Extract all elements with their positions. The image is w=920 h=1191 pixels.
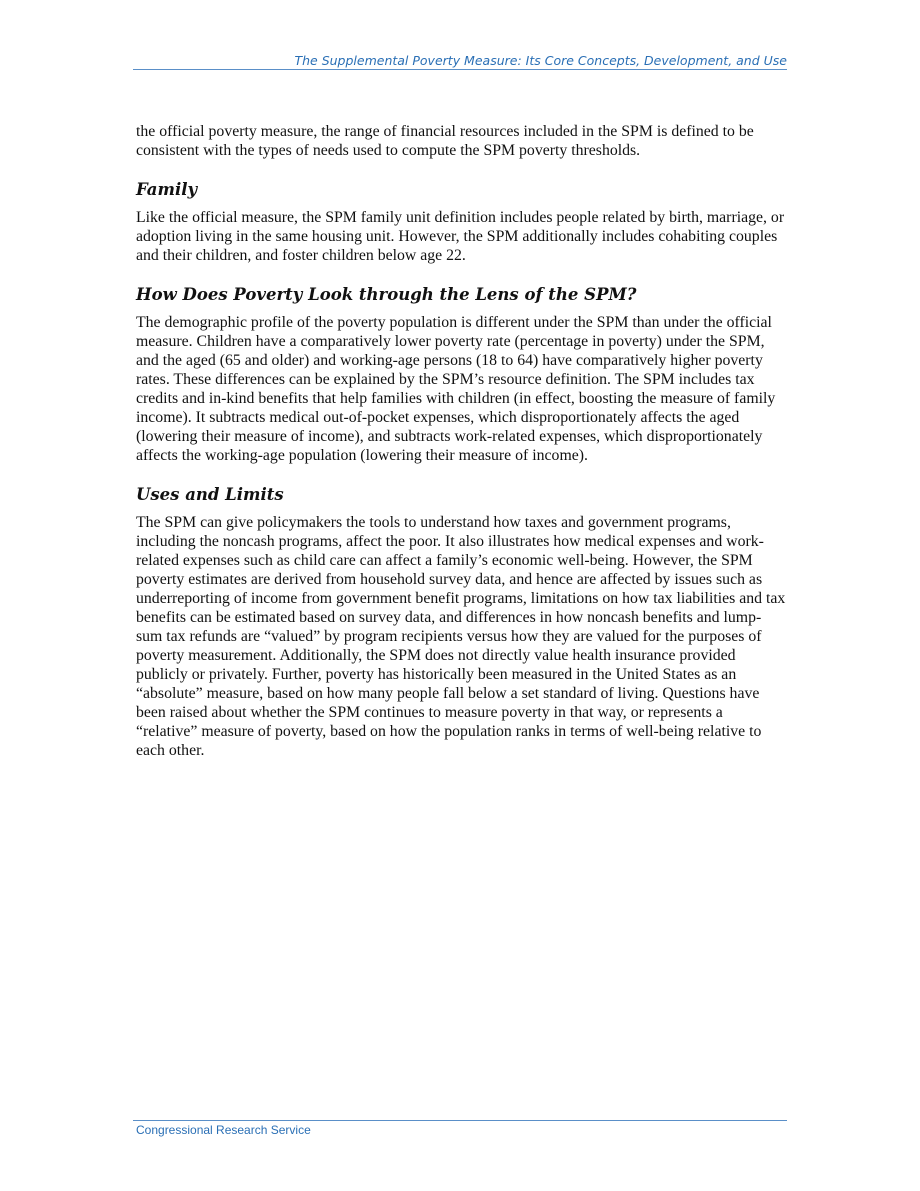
section-heading-family: Family — [136, 180, 198, 199]
intro-paragraph: the official poverty measure, the range of financial resources included in the SPM is defined to be consistent with the types of needs used to compute the SPM poverty thresholds. — [136, 123, 754, 159]
section-heading-uses-limits: Uses and Limits — [136, 485, 284, 504]
running-header-title: The Supplemental Poverty Measure: Its Core Concepts, Development, and Use — [294, 53, 787, 68]
section-text-spm-lens: The demographic profile of the poverty population is different under the SPM than under the official measure. Children have a comparatively lower poverty rate (percentage in poverty) under the SPM, and the aged (65 and older) and working-age persons (18 to 64) have comparatively higher poverty rates. These differences can be explained by the SPM’s resource definition. The SPM includes tax credits and in-kind benefits that help families with children (in effect, boosting the measure of family income). It subtracts medical out-of-pocket expenses, which disproportionately affects the aged (lowering their measure of income), and subtracts work-related expenses, which disproportionately affects the working-age population (lowering their measure of income). — [136, 314, 776, 464]
footer-organization: Congressional Research Service — [136, 1123, 311, 1137]
section-text-uses-limits: The SPM can give policymakers the tools to understand how taxes and government programs, including the noncash programs, affect the poor. It also illustrates how medical expenses and work-related expenses such as child care can affect a family’s economic well-being. However, the SPM poverty estimates are derived from household survey data, and hence are affected by issues such as underreporting of income from government benefit programs, limitations on how tax liabilities and tax benefits can be estimated based on survey data, and differences in how noncash benefits and lump-sum tax refunds are “valued” by program recipients versus how they are valued for the purposes of poverty measurement. Additionally, the SPM does not directly value health insurance provided publicly or privately. Further, poverty has historically been measured in the United States as an “absolute” measure, based on how many people fall below a set standard of living. Questions have been raised about whether the SPM continues to measure poverty in that way, or represents a “relative” measure of poverty, based on how the population ranks in terms of well-being relative to each other. — [136, 514, 786, 759]
header-divider — [133, 69, 787, 70]
section-text-family: Like the official measure, the SPM family unit definition includes people related by birth, marriage, or adoption living in the same housing unit. However, the SPM additionally includes cohabiting couples and their children, and foster children below age 22. — [136, 209, 785, 264]
footer-divider — [133, 1120, 787, 1121]
section-heading-spm-lens: How Does Poverty Look through the Lens of the SPM? — [136, 285, 637, 304]
document-body — [136, 122, 786, 760]
